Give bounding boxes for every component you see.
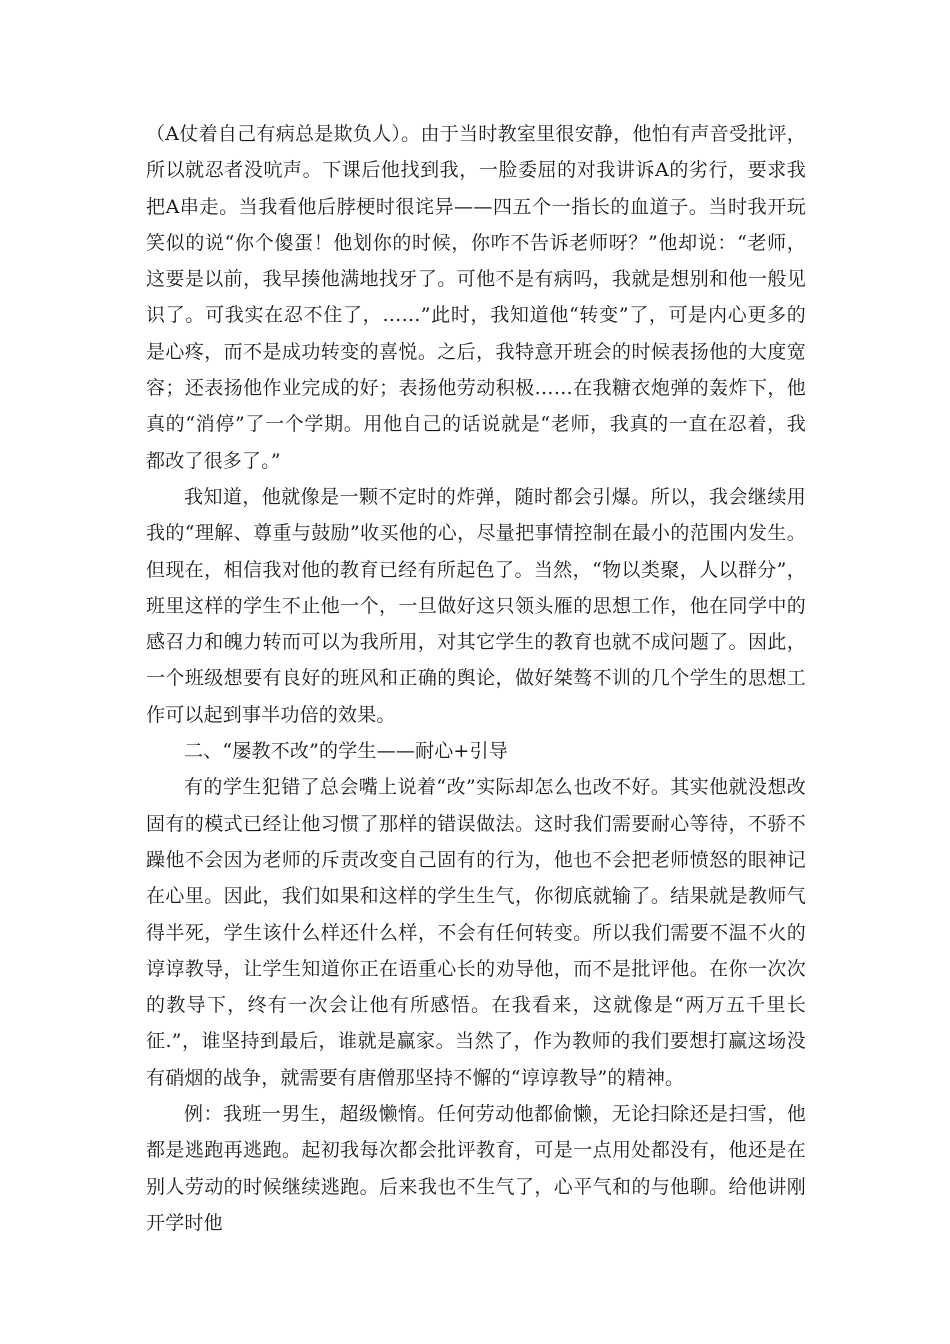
document-body [146,116,806,1241]
paragraph-3: 有的学生犯错了总会嘴上说着“改”实际却怎么也改不好。其实他就没想改固有的模式已经让他习惯了那样的错误做法。这时我们需要耐心等待，不骄不躁他不会因为老师的斥责改变自己固有的行为，他也不会把老师愤怒的眼神记在心里。因此，我们如果和这样的学生生气，你彻底就输了。结果就是教师气得半死，学生该什么样还什么样，不会有任何转变。所以我们需要不温不火的谆谆教导，让学生知道你正在语重心长的劝导他，而不是批评他。在你一次次的教导下，终有一次会让他有所感悟。在我看来，这就像是“两万五千里长征.”，谁坚持到最后，谁就是赢家。当然了，作为教师的我们要想打赢这场没有硝烟的战争，就需要有唐僧那坚持不懈的“谆谆教导”的精神。 [146,776,806,1089]
paragraph-4: 例：我班一男生，超级懒惰。任何劳动他都偷懒，无论扫除还是扫雪，他都是逃跑再逃跑。起初我每次都会批评教育，可是一点用处都没有，他还是在别人劳动的时候继续逃跑。后来我也不生气了，心平气和的与他聊。给他讲刚开学时他 [146,1103,806,1234]
paragraph-1: （A仗着自己有病总是欺负人）。由于当时教室里很安静，他怕有声音受批评，所以就忍者没吭声。下课后他找到我，一脸委屈的对我讲诉A的劣行，要求我把A串走。当我看他后脖梗时很诧异——四五个一指长的血道子。当时我开玩笑似的说“你个傻蛋！他划你的时候，你咋不告诉老师呀？”他却说：“老师，这要是以前，我早揍他满地找牙了。可他不是有病吗，我就是想别和他一般见识了。可我实在忍不住了，……”此时，我知道他“转变”了，可是内心更多的是心疼，而不是成功转变的喜悦。之后，我特意开班会的时候表扬他的大度宽容；还表扬他作业完成的好；表扬他劳动积极……在我糖衣炮弹的轰炸下，他真的“消停”了一个学期。用他自己的话说就是“老师，我真的一直在忍着，我都改了很多了。” [146,123,806,472]
paragraph-2: 我知道，他就像是一颗不定时的炸弹，随时都会引爆。所以，我会继续用我的“理解、尊重与鼓励”收买他的心，尽量把事情控制在最小的范围内发生。但现在，相信我对他的教育已经有所起色了。当然，“物以类聚，人以群分”，班里这样的学生不止他一个，一旦做好这只领头雁的思想工作，他在同学中的感召力和魄力转而可以为我所用，对其它学生的教育也就不成问题了。因此，一个班级想要有良好的班风和正确的舆论，做好桀骜不训的几个学生的思想工作可以起到事半功倍的效果。 [146,485,806,726]
section-heading: 二、“屡教不改”的学生——耐心+引导 [184,740,508,763]
